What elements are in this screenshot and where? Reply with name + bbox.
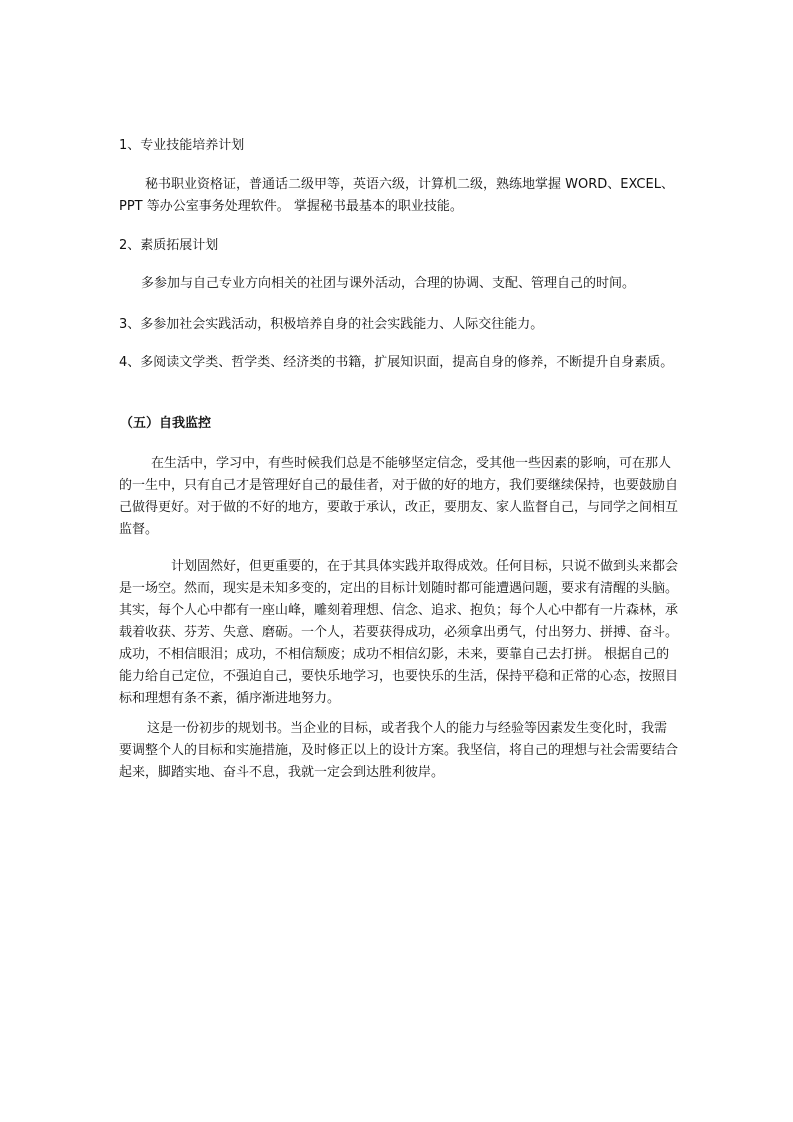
paragraph-quality-details: 多参加与自己专业方向相关的社团与课外活动，合理的协调、支配、管理自己的时间。	[141, 276, 636, 291]
heading-quality-plan: 2、素质拓展计划	[119, 238, 219, 253]
section-title-self-monitoring: （五）自我监控	[120, 416, 212, 431]
paragraph-skill-details: 秘书职业资格证，普通话二级甲等，英语六级，计算机二级，熟练地掌握 WORD、EXCEL、PPT 等办公室事务处理软件。 掌握秘书最基本的职业技能。	[119, 177, 674, 214]
list-item-reading: 4、多阅读文学类、哲学类、经济类的书籍，扩展知识面，提高自身的修养，不断提升自身素质。	[119, 355, 674, 370]
paragraph-plan-practice: 计划固然好，但更重要的，在于其具体实践并取得成效。任何目标，只说不做到头来都会是一场空。然而，现实是未知多变的，定出的目标计划随时都可能遭遇问题，要求有清醒的头脑。其实，每个人心中都有一座山峰，雕刻着理想、信念、追求、抱负；每个人心中都有一片森林，承载着收获、芬芳、失意、磨砺。一个人，若要获得成功，必须拿出勇气，付出努力、拼搏、奋斗。成功，不相信眼泪；成功，不相信颓废；成功不相信幻影，未来，要靠自己去打拼。 根据自己的能力给自己定位，不强迫自己，要快乐地学习，也要快乐的生活，保持平稳和正常的心态，按照目标和理想有条不紊，循序渐进地努力。	[119, 559, 679, 706]
heading-skill-plan: 1、专业技能培养计划	[119, 138, 245, 153]
paragraph-self-monitoring: 在生活中，学习中，有些时候我们总是不能够坚定信念，受其他一些因素的影响，可在那人的一生中，只有自己才是管理好自己的最佳者，对于做的好的地方，我们要继续保持，也要鼓励自己做得更好。对于做的不好的地方，要敢于承认，改正，要朋友、家人监督自己，与同学之间相互监督。	[119, 456, 679, 537]
list-item-social-practice: 3、多参加社会实践活动，积极培养自身的社会实践能力、人际交往能力。	[119, 317, 544, 332]
paragraph-conclusion: 这是一份初步的规划书。当企业的目标，或者我个人的能力与经验等因素发生变化时，我需要调整个人的目标和实施措施，及时修正以上的设计方案。我坚信，将自己的理想与社会需要结合起来，脚踏实地、奋斗不息，我就一定会到达胜利彼岸。	[119, 721, 679, 780]
